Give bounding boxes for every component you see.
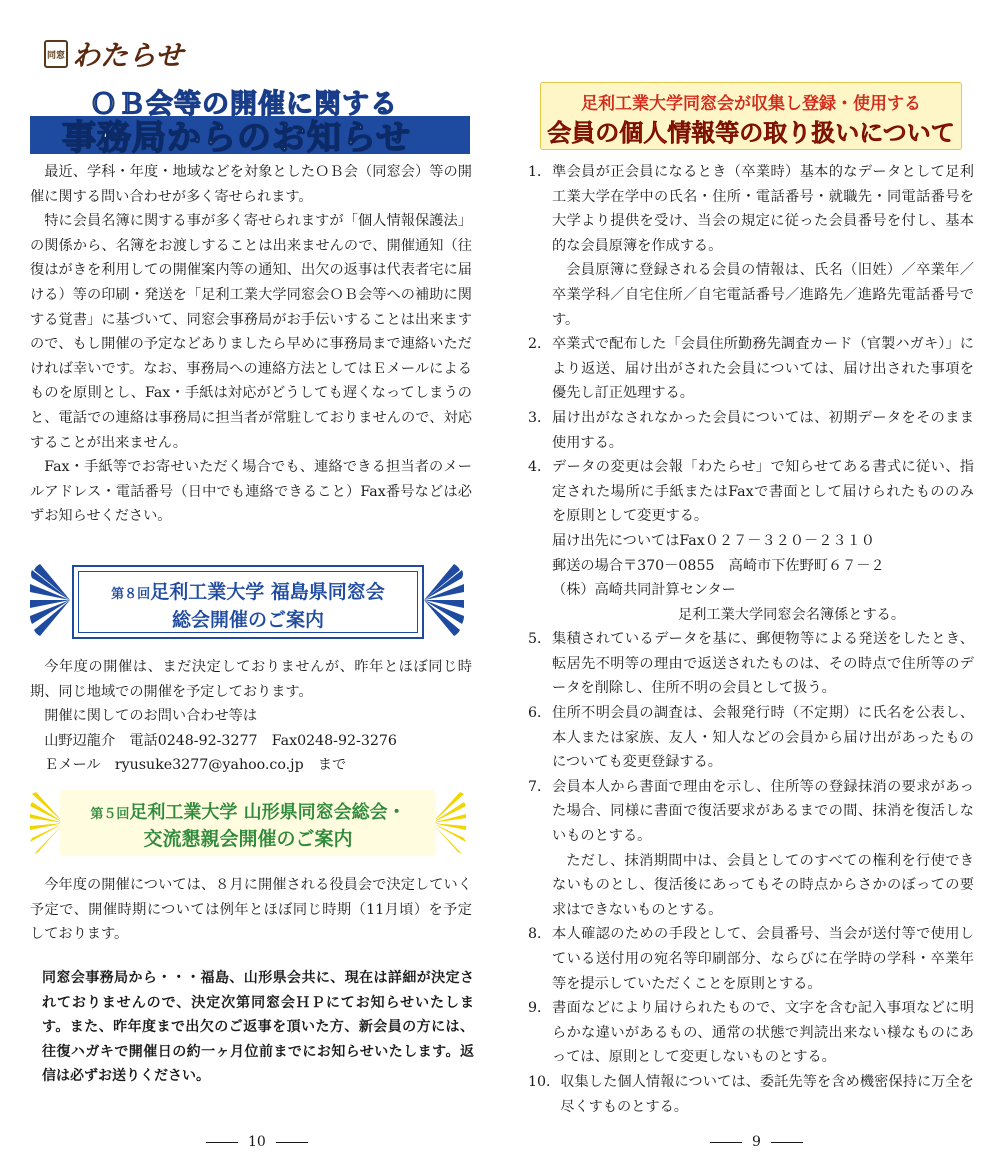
right-banner-line1: 足利工業大学同窓会が収集し登録・使用する — [581, 94, 921, 114]
intro-paragraph: 最近、学科・年度・地域などを対象としたＯＢ会（同窓会）等の開催に関する問い合わせが多く寄せられます。 — [30, 164, 472, 205]
banner-subtitle: ＯＢ会等の開催に関する — [90, 89, 398, 120]
item-text: データの変更は会報「わたらせ」で知らせてある書式に従い、指定された場所に手紙またはFaxで書面として届けられたもののみを原則として変更する。 — [552, 459, 974, 525]
fukushima-person: 山野辺龍介 電話0248-92-3277 Fax0248-92-3276 — [44, 732, 397, 749]
address-post: 郵送の場合〒370－0855 高崎市下佐野町６７－２ — [552, 557, 885, 574]
list-item — [528, 406, 974, 455]
yamagata-text: 今年度の開催については、８月に開催される役員会で決定していく予定で、開催時期については例年とほぼ同じ時期（11月頃）を予定しております。 — [30, 877, 472, 943]
left-title-banner — [30, 82, 470, 158]
intro-paragraph: 特に会員名簿に関する事が多く寄せられますが「個人情報保護法」の関係から、名簿をお渡しすることは出来ませんので、開催通知（往復はがきを利用しての開催案内等の通知、出欠の返事は代表者宅に届ける）等の印刷・発送を「足利工業大学同窓会ＯＢ会等への補助に関する覚書」に基づいて、同窓会事務局がお手伝いすることは出来ますので、もし開催の予定などありましたら早めに事務局まで連絡いただければ幸いです。なお、事務局への連絡方法としてはＥメールによるものを原則とし、Fax・手紙は対応がどうしても遅くなってしまうのと、電話での連絡は事務局に担当者が常駐しておりませんので、対応することが出来ません。 — [30, 213, 472, 451]
list-item — [528, 1070, 974, 1119]
starburst-right — [432, 786, 466, 860]
item-text: 集積されているデータを基に、郵便物等による発送をしたとき、転居先不明等の理由で返送されたものは、その時点で住所等のデータを削除し、住所不明の会員として扱う。 — [552, 631, 974, 697]
starburst-left — [30, 786, 64, 860]
list-item — [528, 160, 974, 258]
item-number: 9． — [528, 1000, 552, 1017]
fukushima-body — [30, 655, 472, 778]
list-item — [528, 775, 974, 849]
yamagata-title-line1 — [60, 798, 436, 824]
right-items — [528, 160, 974, 1119]
item-text: 届け出がなされなかった会員については、初期データをそのまま使用する。 — [552, 409, 974, 451]
list-item — [528, 627, 974, 701]
item-number: 2． — [528, 336, 552, 353]
item-number: 1． — [528, 164, 552, 180]
item-number: 10． — [528, 1073, 561, 1090]
yamagata-prefix: 第５回 — [90, 807, 130, 822]
fan-decoration-left — [30, 560, 70, 640]
logo — [44, 34, 183, 74]
page-number-right — [700, 1134, 813, 1150]
office-notice — [42, 966, 474, 1089]
item-text: 卒業式で配布した「会員住所勤務先調査カード（官製ハガキ）」により返送、届け出がされた会員については、届け出された事項を優先し訂正処理する。 — [552, 336, 974, 402]
yamagata-body — [30, 873, 472, 947]
item-number: 6． — [528, 705, 552, 722]
banner-title: 事務局からのお知らせ — [62, 118, 411, 158]
logo-mark: 同窓 — [44, 40, 68, 68]
list-item — [528, 701, 974, 775]
office-notice-text: 同窓会事務局から・・・福島、山形県会共に、現在は詳細が決定されておりませんので、決定次第同窓会ＨＰにてお知らせいたします。また、昨年度まで出欠のご返事を頂いた方、新会員の方には、往復ハガキで開催日の約一ヶ月位前までにお知らせいたします。返信は必ずお送りください。 — [42, 970, 474, 1085]
list-item — [528, 996, 974, 1070]
right-banner-line2: 会員の個人情報等の取り扱いについて — [547, 119, 955, 147]
left-intro — [30, 160, 472, 529]
item-number: 5． — [528, 631, 552, 648]
page-number-left — [196, 1134, 318, 1150]
fukushima-heading-box — [72, 565, 424, 639]
intro-paragraph: Fax・手紙等でお寄せいただく場合でも、連絡できる担当者のメールアドレス・電話番号（日中でも連絡できること）Fax番号などは必ずお知らせください。 — [30, 459, 472, 525]
page-number-text: 10 — [248, 1134, 266, 1150]
item-text: 会員本人から書面で理由を示し、住所等の登録抹消の要求があった場合、同様に書面で復活要求があるまでの間、抹消を復活しないものとする。 — [552, 778, 974, 845]
list-item — [528, 922, 974, 996]
address-center: （株）高崎共同計算センター — [552, 582, 736, 599]
fukushima-title-line1 — [74, 577, 422, 604]
fukushima-email: Ｅメール ryusuke3277@yahoo.co.jp まで — [44, 757, 347, 774]
item-number: 3． — [528, 409, 552, 426]
item-number: 7． — [528, 778, 552, 795]
address-fax: 届け出先についてはFax０２７－３２０－２３１０ — [552, 532, 875, 549]
fukushima-contact: 開催に関してのお問い合わせ等は — [44, 708, 258, 725]
yamagata-title-a: 足利工業大学 山形県同窓会総会・ — [129, 802, 406, 823]
item-text: 準会員が正会員になるとき（卒業時）基本的なデータとして足利工業大学在学中の氏名・住所・電話番号・就職先・同電話番号を大学より提供を受け、当会の規定に従った会員番号を付し、基本的な会員原簿を作成する。 — [552, 164, 974, 254]
address-dept: 足利工業大学同窓会名簿係とする。 — [678, 606, 906, 623]
fukushima-text: 今年度の開催は、まだ決定しておりませんが、昨年とほぼ同じ時期、同じ地域での開催を予定しております。 — [30, 659, 472, 700]
logo-text: わたらせ — [72, 39, 184, 72]
fukushima-title-a: 足利工業大学 福島県同窓会 — [150, 581, 385, 603]
yamagata-title-b: 交流懇親会開催のご案内 — [143, 828, 353, 850]
yamagata-heading-box — [60, 790, 436, 856]
item-subparagraph: ただし、抹消期間中は、会員としてのすべての権利を行使できないものとし、復活後にあってもその時点からさかのぼっての要求はできないものとする。 — [552, 852, 974, 918]
item-number: 4． — [528, 459, 552, 476]
list-item — [528, 455, 974, 529]
item-text: 書面などにより届けられたもので、文字を含む記入事項などに明らかな違いがあるもの、通常の状態で判読出来ない様なものにあっては、原則として変更しないものとする。 — [552, 1000, 974, 1066]
fan-decoration-right — [424, 560, 464, 640]
fukushima-title-b: 総会開催のご案内 — [171, 609, 324, 631]
item-text: 住所不明会員の調査は、会報発行時（不定期）に氏名を公表し、本人または家族、友人・知人などの会員から届け出があったものについても変更登録する。 — [552, 705, 974, 771]
page-number-text: 9 — [752, 1134, 761, 1150]
item-text: 収集した個人情報については、委託先等を含め機密保持に万全を尽くすものとする。 — [560, 1073, 974, 1115]
list-item — [528, 332, 974, 406]
right-title-banner — [540, 82, 962, 150]
item-number: 8． — [528, 926, 552, 943]
fukushima-prefix: 第８回 — [111, 587, 151, 602]
item-subparagraph: 会員原簿に登録される会員の情報は、氏名（旧姓）／卒業年／卒業学科／自宅住所／自宅電話番号／進路先／進路先電話番号です。 — [552, 262, 974, 328]
item-text: 本人確認のための手段として、会員番号、当会が送付等で使用している送付用の宛名等印刷部分、ならびに在学時の学科・卒業年等を提示していただくことを原則とする。 — [552, 926, 974, 992]
